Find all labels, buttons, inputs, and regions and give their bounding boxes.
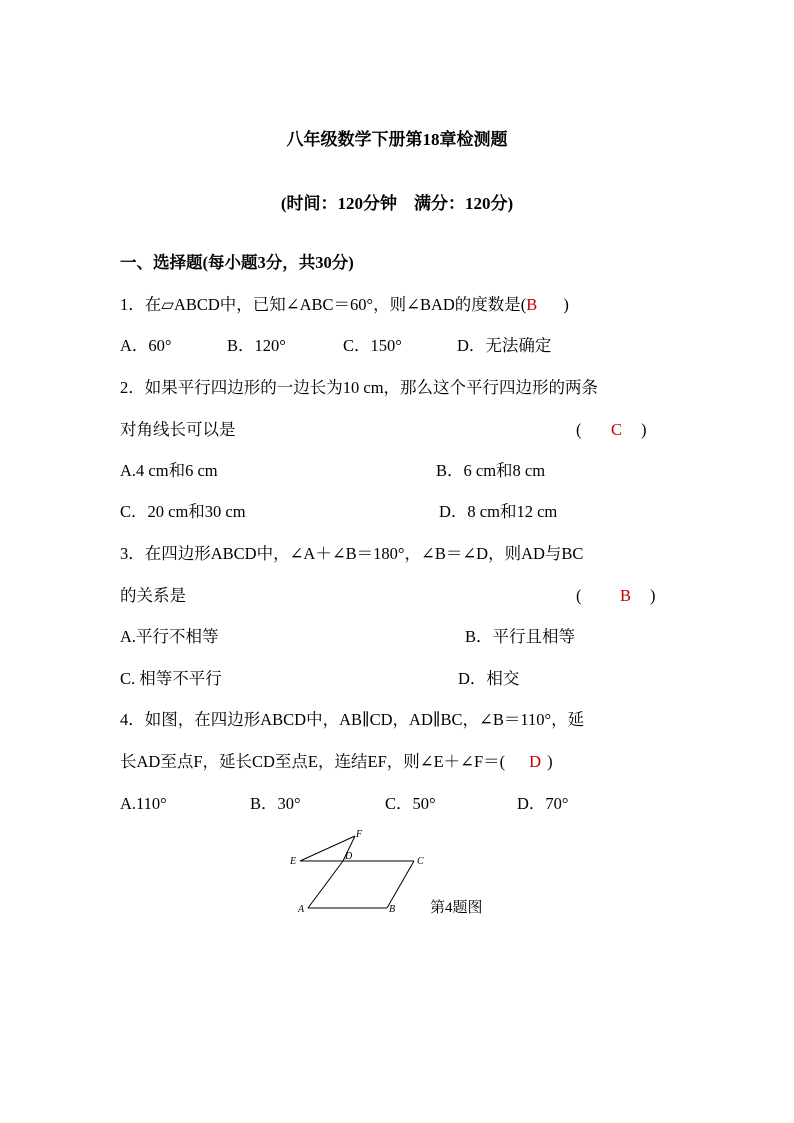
section-heading: 一、选择题(每小题3分，共30分)	[120, 253, 354, 272]
q3-option-d: D．相交	[458, 669, 520, 688]
q4-option-c: C．50°	[385, 794, 436, 813]
question-4-answer: D	[529, 752, 542, 771]
question-2-line2: 对角线长可以是	[120, 420, 236, 439]
q1-option-c: C．150°	[343, 336, 402, 355]
question-2-close-paren: )	[641, 420, 647, 439]
q2-option-a: A.4 cm和6 cm	[120, 461, 218, 480]
q2-option-b: B．6 cm和8 cm	[436, 461, 546, 480]
q2-option-c: C．20 cm和30 cm	[120, 502, 246, 521]
segment-bc	[387, 861, 414, 908]
question-1-text: 1．在▱ABCD中，已知∠ABC＝60°，则∠BAD的度数是(	[120, 295, 527, 314]
q4-option-d: D．70°	[517, 794, 569, 813]
q4-option-a: A.110°	[120, 794, 167, 813]
figure-caption: 第4题图	[430, 900, 483, 916]
label-f: F	[356, 829, 363, 840]
q2-option-d: D．8 cm和12 cm	[439, 502, 558, 521]
q1-option-a: A．60°	[120, 336, 172, 355]
label-c: C	[417, 856, 424, 867]
q3-option-c: C. 相等不平行	[120, 669, 222, 688]
question-3-line2: 的关系是	[120, 586, 186, 605]
question-1-stem	[120, 294, 674, 316]
question-3-close-paren: )	[650, 586, 656, 605]
question-4-close-paren: )	[547, 752, 553, 771]
question-1-close-paren: )	[563, 295, 569, 314]
page-title: 八年级数学下册第18章检测题	[286, 130, 508, 149]
label-d: D	[345, 851, 353, 862]
question-4-line2	[120, 751, 674, 773]
segment-da	[308, 861, 343, 908]
q1-option-d: D．无法确定	[457, 336, 552, 355]
page-subtitle: (时间：120分钟 满分：120分)	[280, 194, 514, 213]
question-4-text: 长AD至点F，延长CD至点E，连结EF，则∠E＋∠F＝(	[120, 752, 506, 771]
q3-option-b: B．平行且相等	[465, 627, 576, 646]
question-3-open-paren: (	[576, 586, 582, 605]
question-3-line1: 3．在四边形ABCD中，∠A＋∠B＝180°，∠B＝∠D，则AD与BC	[120, 544, 584, 563]
q1-option-b: B．120°	[227, 336, 286, 355]
question-3-answer: B	[620, 586, 632, 605]
label-e: E	[290, 856, 297, 867]
question-4-figure	[280, 826, 430, 921]
question-4-line1: 4．如图，在四边形ABCD中，AB∥CD，AD∥BC，∠B＝110°，延	[120, 710, 585, 729]
label-b: B	[389, 904, 396, 915]
q4-option-b: B．30°	[250, 794, 301, 813]
q3-option-a: A.平行不相等	[120, 627, 219, 646]
label-a: A	[298, 904, 305, 915]
question-2-answer: C	[611, 420, 623, 439]
question-1-answer: B	[526, 295, 538, 314]
question-2-line1: 2．如果平行四边形的一边长为10 cm，那么这个平行四边形的两条	[120, 378, 599, 397]
question-2-open-paren: (	[576, 420, 582, 439]
